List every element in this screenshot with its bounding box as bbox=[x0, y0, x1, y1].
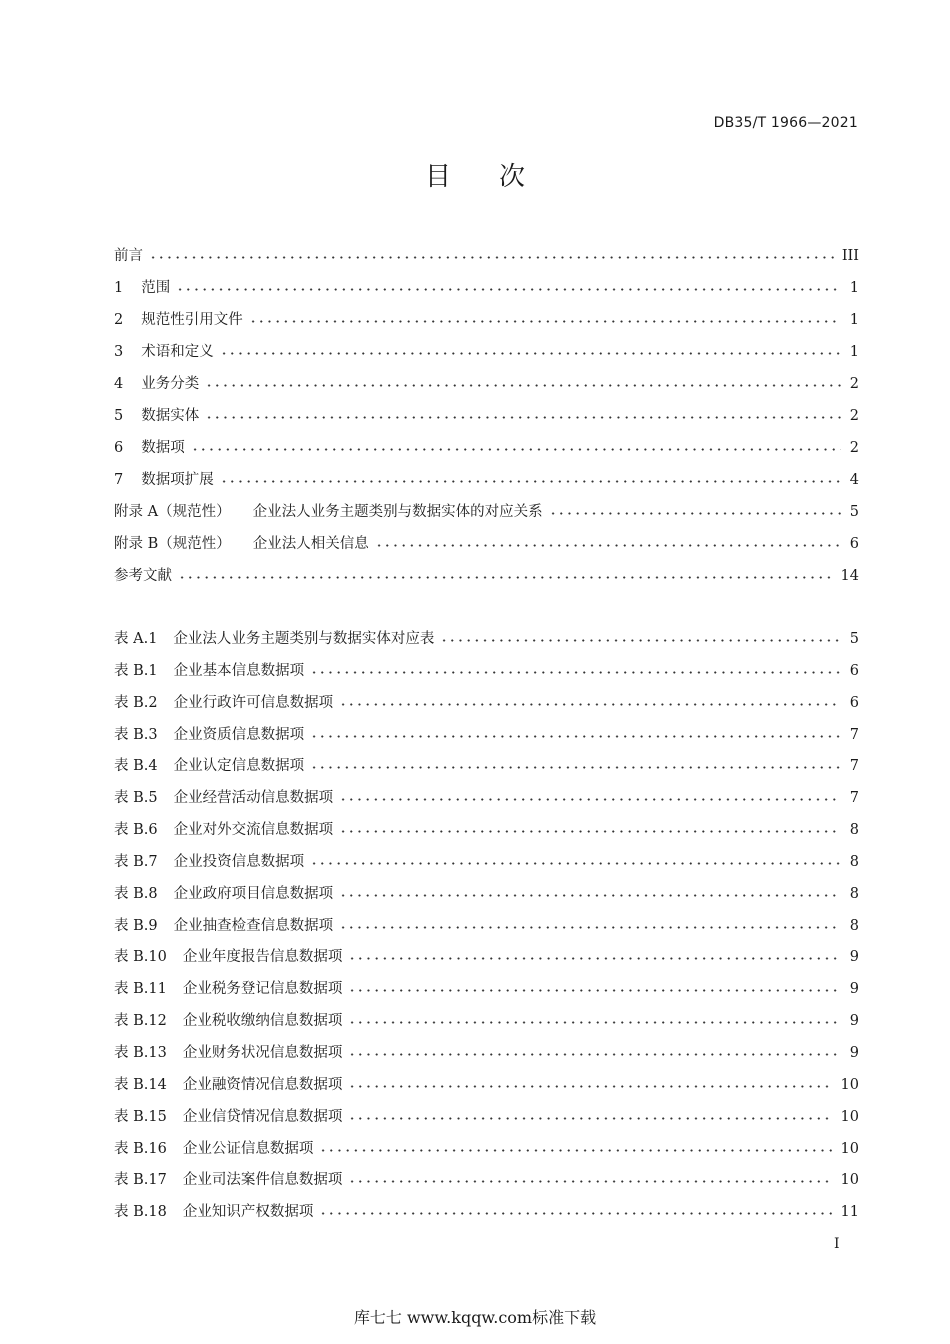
toc-entry-label: 企业法人相关信息 bbox=[252, 536, 369, 552]
toc-entry-number: 表 B.5 bbox=[114, 790, 158, 807]
toc-entry-page: 9 bbox=[849, 1044, 859, 1061]
toc-entry-page: 6 bbox=[849, 662, 859, 679]
toc-entry[interactable] bbox=[114, 403, 859, 435]
dot-leader bbox=[220, 352, 841, 355]
toc-entry[interactable] bbox=[114, 785, 859, 817]
toc-entry-page: 6 bbox=[849, 694, 859, 711]
toc-entry-page: 2 bbox=[849, 440, 859, 456]
toc-entry-page: 10 bbox=[840, 1140, 859, 1157]
toc-entry-number: 附录 A（规范性） bbox=[114, 504, 231, 520]
dot-leader bbox=[310, 862, 841, 865]
toc-entry-label: 企业年度报告信息数据项 bbox=[182, 949, 343, 966]
dot-leader bbox=[310, 671, 841, 674]
toc-entry-page: 10 bbox=[840, 1108, 859, 1125]
toc-entry-page: 10 bbox=[840, 1172, 859, 1189]
dot-leader bbox=[348, 1117, 832, 1120]
toc-entry-page: 8 bbox=[849, 822, 859, 839]
toc-entry[interactable] bbox=[114, 243, 859, 275]
toc-entry-label: 数据项 bbox=[141, 440, 185, 456]
toc-entry-number: 表 B.8 bbox=[114, 885, 158, 902]
toc-entry-label: 企业政府项目信息数据项 bbox=[173, 885, 334, 902]
toc-entry-label: 企业司法案件信息数据项 bbox=[182, 1172, 343, 1189]
toc-entry-label: 企业认定信息数据项 bbox=[173, 758, 305, 775]
toc-entry[interactable] bbox=[114, 1072, 859, 1104]
dot-leader bbox=[220, 480, 841, 483]
toc-entry-page: 8 bbox=[849, 917, 859, 934]
toc-entry-number: 2 bbox=[114, 312, 124, 328]
toc-entry[interactable] bbox=[114, 658, 859, 690]
toc-entry-label: 企业对外交流信息数据项 bbox=[173, 822, 334, 839]
toc-entry-label: 企业税务登记信息数据项 bbox=[182, 981, 343, 998]
toc-entry-page: 5 bbox=[849, 631, 859, 647]
toc-entry[interactable] bbox=[114, 371, 859, 403]
toc-entry-number: 表 A.1 bbox=[114, 631, 158, 647]
toc-entry-number: 表 B.3 bbox=[114, 726, 158, 743]
toc-entry-label: 企业税收缴纳信息数据项 bbox=[182, 1013, 343, 1030]
toc-entry-label: 范围 bbox=[141, 280, 171, 296]
dot-leader bbox=[149, 256, 834, 259]
toc-entry-label: 企业财务状况信息数据项 bbox=[182, 1044, 343, 1061]
toc-entry[interactable] bbox=[114, 467, 859, 499]
toc-entry[interactable] bbox=[114, 944, 859, 976]
toc-entry-label: 数据项扩展 bbox=[141, 472, 214, 488]
toc-entry[interactable] bbox=[114, 499, 859, 531]
toc-entry-page: 1 bbox=[849, 280, 859, 296]
toc-entry-number: 表 B.10 bbox=[114, 949, 167, 966]
toc-entry-number: 1 bbox=[114, 280, 124, 296]
dot-leader bbox=[375, 544, 841, 547]
dot-leader bbox=[339, 798, 841, 801]
toc-entry-number: 表 B.11 bbox=[114, 981, 167, 998]
toc-entry-label: 企业法人业务主题类别与数据实体的对应关系 bbox=[252, 504, 543, 520]
dot-leader bbox=[348, 989, 841, 992]
toc-entry-number: 6 bbox=[114, 440, 124, 456]
toc-entry-label: 企业公证信息数据项 bbox=[182, 1140, 314, 1157]
toc-entry-number: 表 B.17 bbox=[114, 1172, 167, 1189]
toc-entry-label: 术语和定义 bbox=[141, 344, 214, 360]
toc-entry-number: 表 B.1 bbox=[114, 662, 158, 679]
toc-entry[interactable] bbox=[114, 307, 859, 339]
toc-entry-page: 10 bbox=[840, 1076, 859, 1093]
toc-entry-page: 1 bbox=[849, 344, 859, 360]
page-number: I bbox=[834, 1236, 840, 1252]
toc-entry-number: 表 B.16 bbox=[114, 1140, 167, 1157]
toc-entry[interactable] bbox=[114, 1008, 859, 1040]
toc-entry-number: 附录 B（规范性） bbox=[114, 536, 231, 552]
dot-leader bbox=[191, 448, 841, 451]
dot-leader bbox=[339, 703, 841, 706]
toc-entry[interactable] bbox=[114, 339, 859, 371]
toc-entry-page: 7 bbox=[849, 758, 859, 775]
toc-entry[interactable] bbox=[114, 913, 859, 945]
page-title bbox=[0, 156, 950, 193]
dot-leader bbox=[339, 926, 841, 929]
dot-leader bbox=[440, 639, 841, 642]
toc-entry-number: 表 B.12 bbox=[114, 1013, 167, 1030]
toc-entry-label: 规范性引用文件 bbox=[141, 312, 243, 328]
toc-entry-page: 5 bbox=[849, 504, 859, 520]
toc-entry[interactable] bbox=[114, 531, 859, 563]
toc-entry-page: 6 bbox=[849, 536, 859, 552]
toc-entry-label: 企业投资信息数据项 bbox=[173, 853, 305, 870]
toc-entry-page: 14 bbox=[840, 568, 859, 584]
toc-entry-label: 企业经营活动信息数据项 bbox=[173, 790, 334, 807]
toc-entry-label: 企业信贷情况信息数据项 bbox=[182, 1108, 343, 1125]
toc-entry-label: 企业融资情况信息数据项 bbox=[182, 1076, 343, 1093]
toc-entry[interactable] bbox=[114, 626, 859, 658]
toc-entry-page: 9 bbox=[849, 949, 859, 966]
toc-entry[interactable] bbox=[114, 1040, 859, 1072]
toc-entry[interactable] bbox=[114, 435, 859, 467]
toc-entry-label: 企业法人业务主题类别与数据实体对应表 bbox=[173, 631, 435, 647]
toc-entry[interactable] bbox=[114, 722, 859, 754]
toc-entry-number: 表 B.4 bbox=[114, 758, 158, 775]
title-char: 次 bbox=[499, 162, 526, 192]
dot-leader bbox=[310, 766, 841, 769]
dot-leader bbox=[176, 288, 841, 291]
toc-entry[interactable] bbox=[114, 849, 859, 881]
toc-entry-label: 企业基本信息数据项 bbox=[173, 662, 305, 679]
toc-entry[interactable] bbox=[114, 563, 859, 595]
toc-entry[interactable] bbox=[114, 881, 859, 913]
dot-leader bbox=[205, 416, 841, 419]
toc-entry-page: 7 bbox=[849, 726, 859, 743]
dot-leader bbox=[348, 1021, 841, 1024]
dot-leader bbox=[549, 512, 841, 515]
toc-entry-number: 5 bbox=[114, 408, 124, 424]
toc-entry-page: III bbox=[841, 248, 859, 264]
toc-entry-number: 7 bbox=[114, 472, 124, 488]
toc-entry-number: 表 B.7 bbox=[114, 853, 158, 870]
toc-entry[interactable] bbox=[114, 690, 859, 722]
dot-leader bbox=[339, 894, 841, 897]
toc-entry[interactable] bbox=[114, 753, 859, 785]
toc-entry-label: 业务分类 bbox=[141, 376, 200, 392]
dot-leader bbox=[310, 735, 841, 738]
toc-entry-number: 表 B.13 bbox=[114, 1044, 167, 1061]
toc-entry-label: 企业知识产权数据项 bbox=[182, 1204, 314, 1221]
toc-entry-label: 企业行政许可信息数据项 bbox=[173, 694, 334, 711]
toc-entry-page: 2 bbox=[849, 408, 859, 424]
toc-entry-page: 9 bbox=[849, 981, 859, 998]
toc-entry[interactable] bbox=[114, 1167, 859, 1199]
dot-leader bbox=[348, 1053, 841, 1056]
toc-entry-number: 表 B.6 bbox=[114, 822, 158, 839]
toc-entry-page: 9 bbox=[849, 1013, 859, 1030]
dot-leader bbox=[348, 957, 841, 960]
dot-leader bbox=[178, 576, 833, 579]
toc-entry-number: 3 bbox=[114, 344, 124, 360]
toc-entry[interactable] bbox=[114, 817, 859, 849]
toc-entry-label: 前言 bbox=[114, 248, 143, 264]
toc-sections bbox=[114, 243, 859, 595]
toc-entry[interactable] bbox=[114, 1199, 859, 1231]
toc-entry-label: 企业抽查检查信息数据项 bbox=[173, 917, 334, 934]
dot-leader bbox=[205, 384, 841, 387]
toc-entry[interactable] bbox=[114, 976, 859, 1008]
toc-entry-number: 表 B.14 bbox=[114, 1076, 167, 1093]
dot-leader bbox=[348, 1085, 832, 1088]
toc-entry[interactable] bbox=[114, 275, 859, 307]
toc-entry-page: 4 bbox=[849, 472, 859, 488]
toc-entry[interactable] bbox=[114, 1136, 859, 1168]
document-id: DB35/T 1966—2021 bbox=[713, 115, 858, 131]
toc-entry-number: 4 bbox=[114, 376, 124, 392]
watermark: 库七七 www.kqqw.com标准下载 bbox=[353, 1308, 597, 1327]
toc-entry-label: 企业资质信息数据项 bbox=[173, 726, 305, 743]
title-char: 目 bbox=[424, 162, 451, 192]
dot-leader bbox=[348, 1180, 832, 1183]
toc-entry-number: 表 B.2 bbox=[114, 694, 158, 711]
dot-leader bbox=[249, 320, 841, 323]
toc-entry-number: 表 B.15 bbox=[114, 1108, 167, 1125]
toc-entry[interactable] bbox=[114, 1104, 859, 1136]
toc-entry-page: 7 bbox=[849, 790, 859, 807]
dot-leader bbox=[319, 1149, 832, 1152]
toc-entry-number: 表 B.18 bbox=[114, 1204, 167, 1221]
toc-entry-page: 2 bbox=[849, 376, 859, 392]
toc-entry-page: 1 bbox=[849, 312, 859, 328]
toc-entry-page: 8 bbox=[849, 885, 859, 902]
toc-entry-number: 表 B.9 bbox=[114, 917, 158, 934]
dot-leader bbox=[339, 830, 841, 833]
toc-entry-page: 11 bbox=[840, 1204, 859, 1221]
toc-entry-label: 数据实体 bbox=[141, 408, 200, 424]
dot-leader bbox=[319, 1212, 832, 1215]
toc-tables bbox=[114, 626, 859, 1231]
toc-entry-page: 8 bbox=[849, 853, 859, 870]
toc-entry-label: 参考文献 bbox=[114, 568, 172, 584]
